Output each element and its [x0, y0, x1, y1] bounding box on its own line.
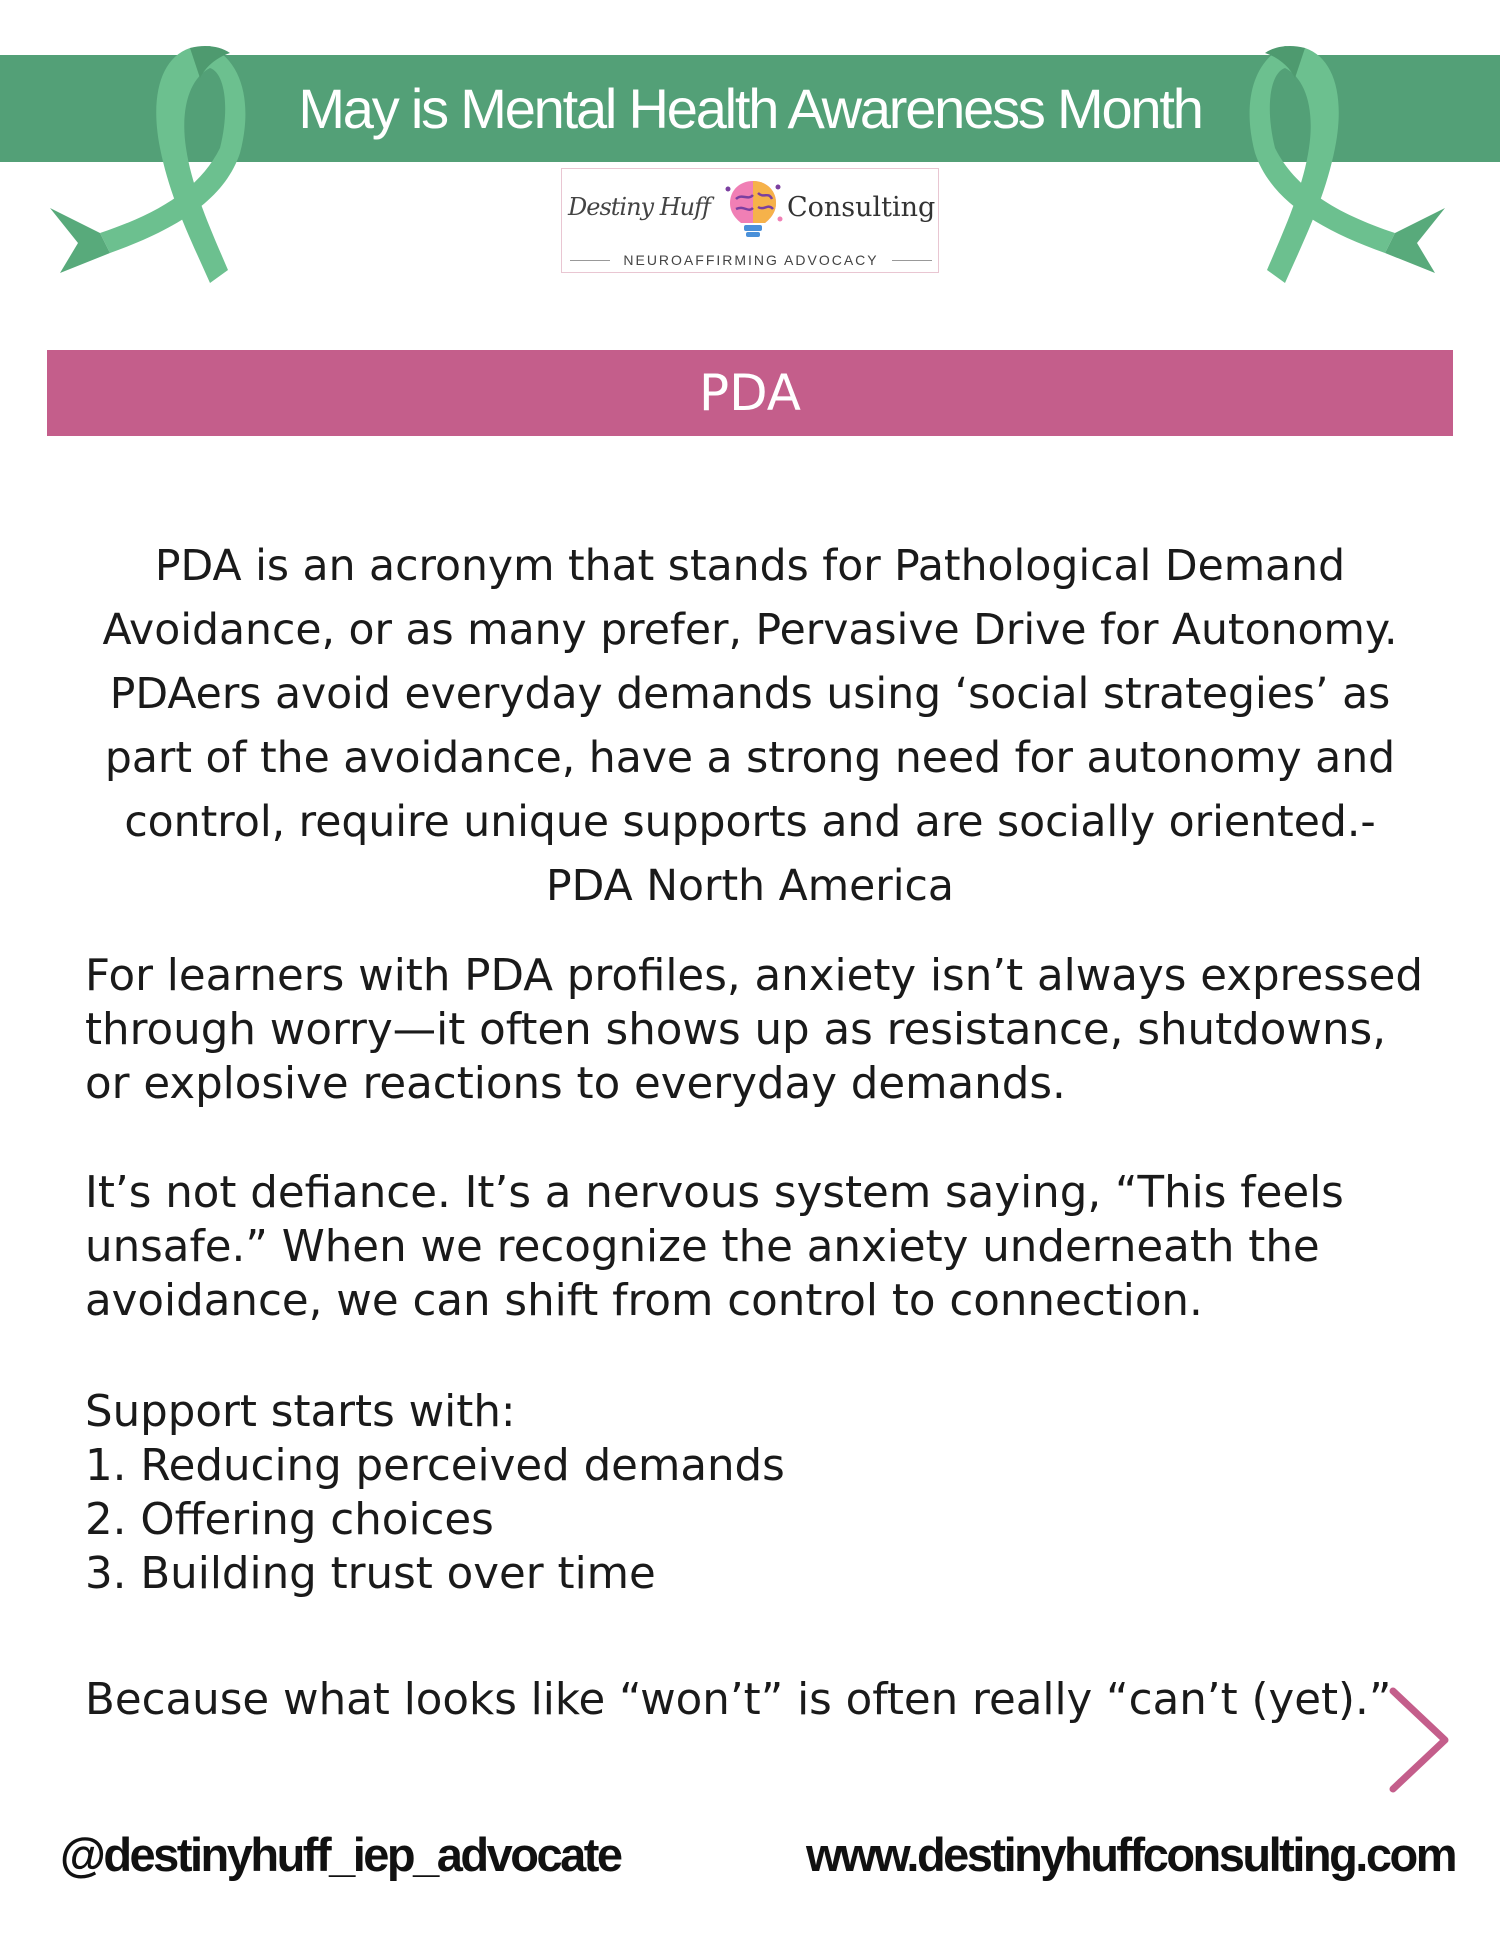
section-title-bar	[47, 350, 1453, 436]
paragraph-line: For learners with PDA profiles, anxiety isn’t always expressed	[85, 951, 1423, 1001]
brain-lightbulb-icon	[722, 175, 784, 245]
company-logo	[561, 168, 939, 273]
paragraph-line: through worry—it often shows up as resistance, shutdowns,	[85, 1005, 1387, 1055]
next-arrow-icon[interactable]	[1385, 1685, 1455, 1795]
social-handle[interactable]: @destinyhuff_iep_advocate	[60, 1828, 621, 1881]
paragraph-defiance	[85, 1166, 1485, 1328]
intro-line: PDAers avoid everyday demands using ‘social strategies’ as	[109, 670, 1391, 719]
logo-tagline: NEUROAFFIRMING ADVOCACY	[623, 252, 879, 268]
paragraph-line: avoidance, we can shift from control to connection.	[85, 1276, 1203, 1326]
support-item: 2. Offering choices	[85, 1495, 494, 1545]
website-link[interactable]: www.destinyhuffconsulting.com	[805, 1828, 1455, 1881]
support-item: 3. Building trust over time	[85, 1549, 656, 1599]
section-title: PDA	[699, 364, 801, 422]
banner-title: May is Mental Health Awareness Month	[298, 77, 1202, 140]
paragraph-anxiety	[85, 949, 1485, 1111]
intro-line: part of the avoidance, have a strong need for autonomy and	[104, 734, 1396, 783]
intro-line: PDA North America	[546, 862, 954, 911]
paragraph-line: unsafe.” When we recognize the anxiety underneath the	[85, 1222, 1320, 1272]
support-item: 1. Reducing perceived demands	[85, 1441, 785, 1491]
intro-line: control, require unique supports and are socially oriented.-	[124, 798, 1376, 847]
closing-statement	[85, 1673, 1485, 1727]
support-list	[85, 1385, 1485, 1601]
intro-line: Avoidance, or as many prefer, Pervasive Drive for Autonomy.	[102, 606, 1398, 655]
support-heading: Support starts with:	[85, 1387, 516, 1437]
intro-line: PDA is an acronym that stands for Pathological Demand	[154, 542, 1346, 591]
logo-consulting-text: Consulting	[787, 192, 936, 223]
closing-line: Because what looks like “won’t” is often really “can’t (yet).”	[85, 1675, 1392, 1725]
paragraph-line: It’s not defiance. It’s a nervous system saying, “This feels	[85, 1168, 1344, 1218]
pda-definition	[40, 535, 1460, 919]
paragraph-line: or explosive reactions to everyday demands.	[85, 1059, 1066, 1109]
logo-script-name: Destiny Huff	[568, 193, 710, 221]
